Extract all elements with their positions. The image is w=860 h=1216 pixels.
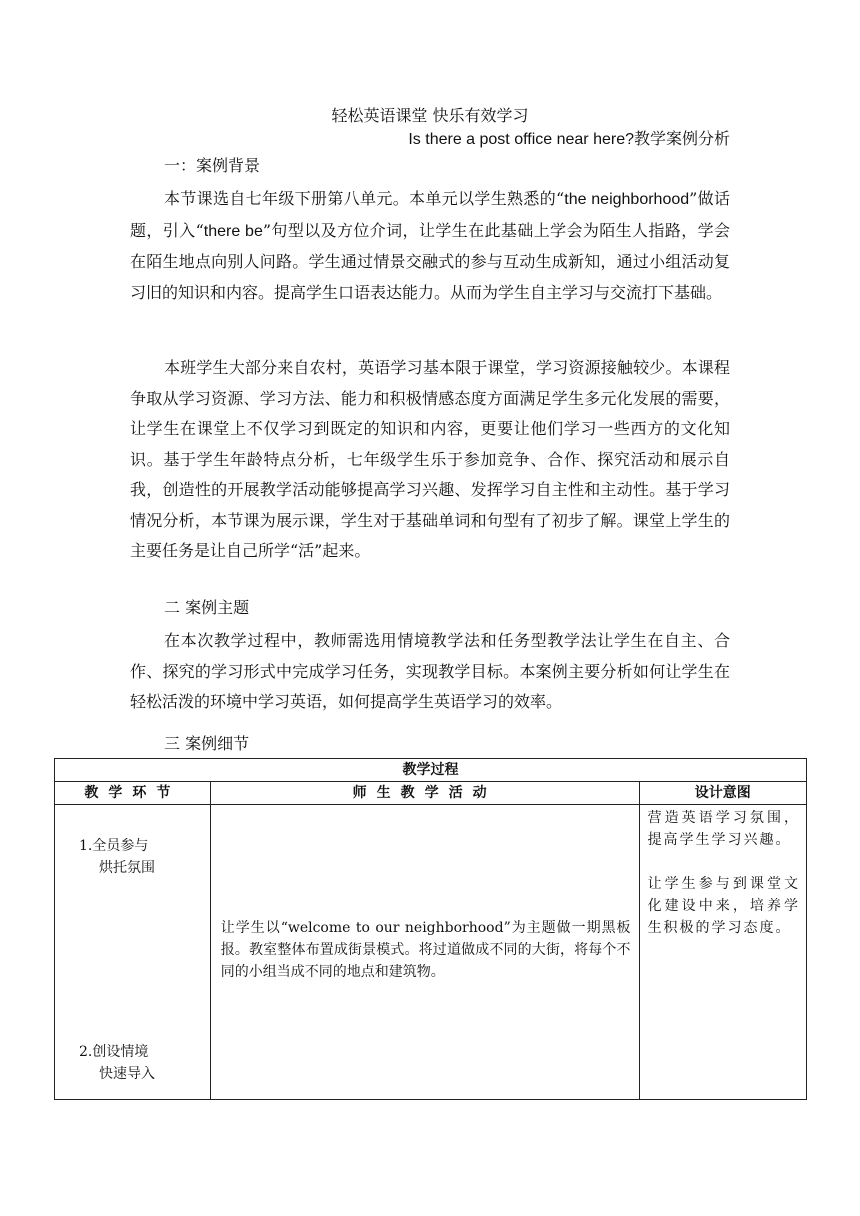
header-design-intent: 设计意图 [639, 782, 806, 805]
table-caption: 教学过程 [55, 759, 807, 782]
document-subtitle [408, 127, 730, 152]
steps-cell [55, 805, 211, 1100]
section-heading-theme: 二 案例主题 [164, 598, 250, 617]
intent-2: 让学生参与到课堂文化建设中来，培养学生积极的学习态度。 [647, 876, 800, 936]
step-2: 2.创设情境 快速导入 [79, 1044, 155, 1082]
subtitle-english: Is there a post office near here? [408, 131, 634, 148]
document-title: 轻松英语课堂 快乐有效学习 [331, 106, 529, 125]
step-1: 1.全员参与 烘托氛围 [79, 838, 155, 876]
intent-cell [639, 805, 806, 1100]
header-teaching-step: 教学环节 [55, 782, 211, 805]
activity-cell: 让学生以“welcome to our neighborhood”为主题做一期黑板报。教室整体布置成街景模式。将过道做成不同的大街，将每个不同的小组当成不同的地点和建筑物。 [210, 805, 639, 1100]
section-heading-background: 一：案例背景 [164, 156, 261, 175]
section-heading-details: 三 案例细节 [164, 734, 250, 753]
theme-paragraph: 在本次教学过程中，教师需选用情境教学法和任务型教学法让学生在自主、合作、探究的学习形式中完成学习任务，实现教学目标。本案例主要分析如何让学生在轻松活泼的环境中学习英语，如何提高学生英语学习的效率。 [130, 631, 730, 711]
background-paragraph-1: 本节课选自七年级下册第八单元。本单元以学生熟悉的“the neighborhood”做话题，引入“there be”句型以及方位介词，让学生在此基础上学会为陌生人指路，学会在陌生地点向别人问路。学生通过情景交融式的参与互动生成新知，通过小组活动复习旧的知识和内容。提高学生口语表达能力。从而为学生自主学习与交流打下基础。 [130, 189, 730, 302]
teaching-process-table [54, 758, 807, 1100]
header-teaching-activity: 师生教学活动 [210, 782, 639, 805]
intent-1: 营造英语学习氛围，提高学生学习兴趣。 [647, 810, 800, 848]
background-paragraph-2: 本班学生大部分来自农村，英语学习基本限于课堂，学习资源接触较少。本课程争取从学习资源、学习方法、能力和积极情感态度方面满足学生多元化发展的需要，让学生在课堂上不仅学习到既定的知识和内容，更要让他们学习一些西方的文化知识。基于学生年龄特点分析，七年级学生乐于参加竞争、合作、探究活动和展示自我，创造性的开展教学活动能够提高学习兴趣、发挥学习自主性和主动性。基于学习情况分析，本节课为展示课，学生对于基础单词和句型有了初步了解。课堂上学生的主要任务是让自己所学“活”起来。 [130, 358, 730, 560]
subtitle-chinese: 教学案例分析 [633, 129, 730, 148]
